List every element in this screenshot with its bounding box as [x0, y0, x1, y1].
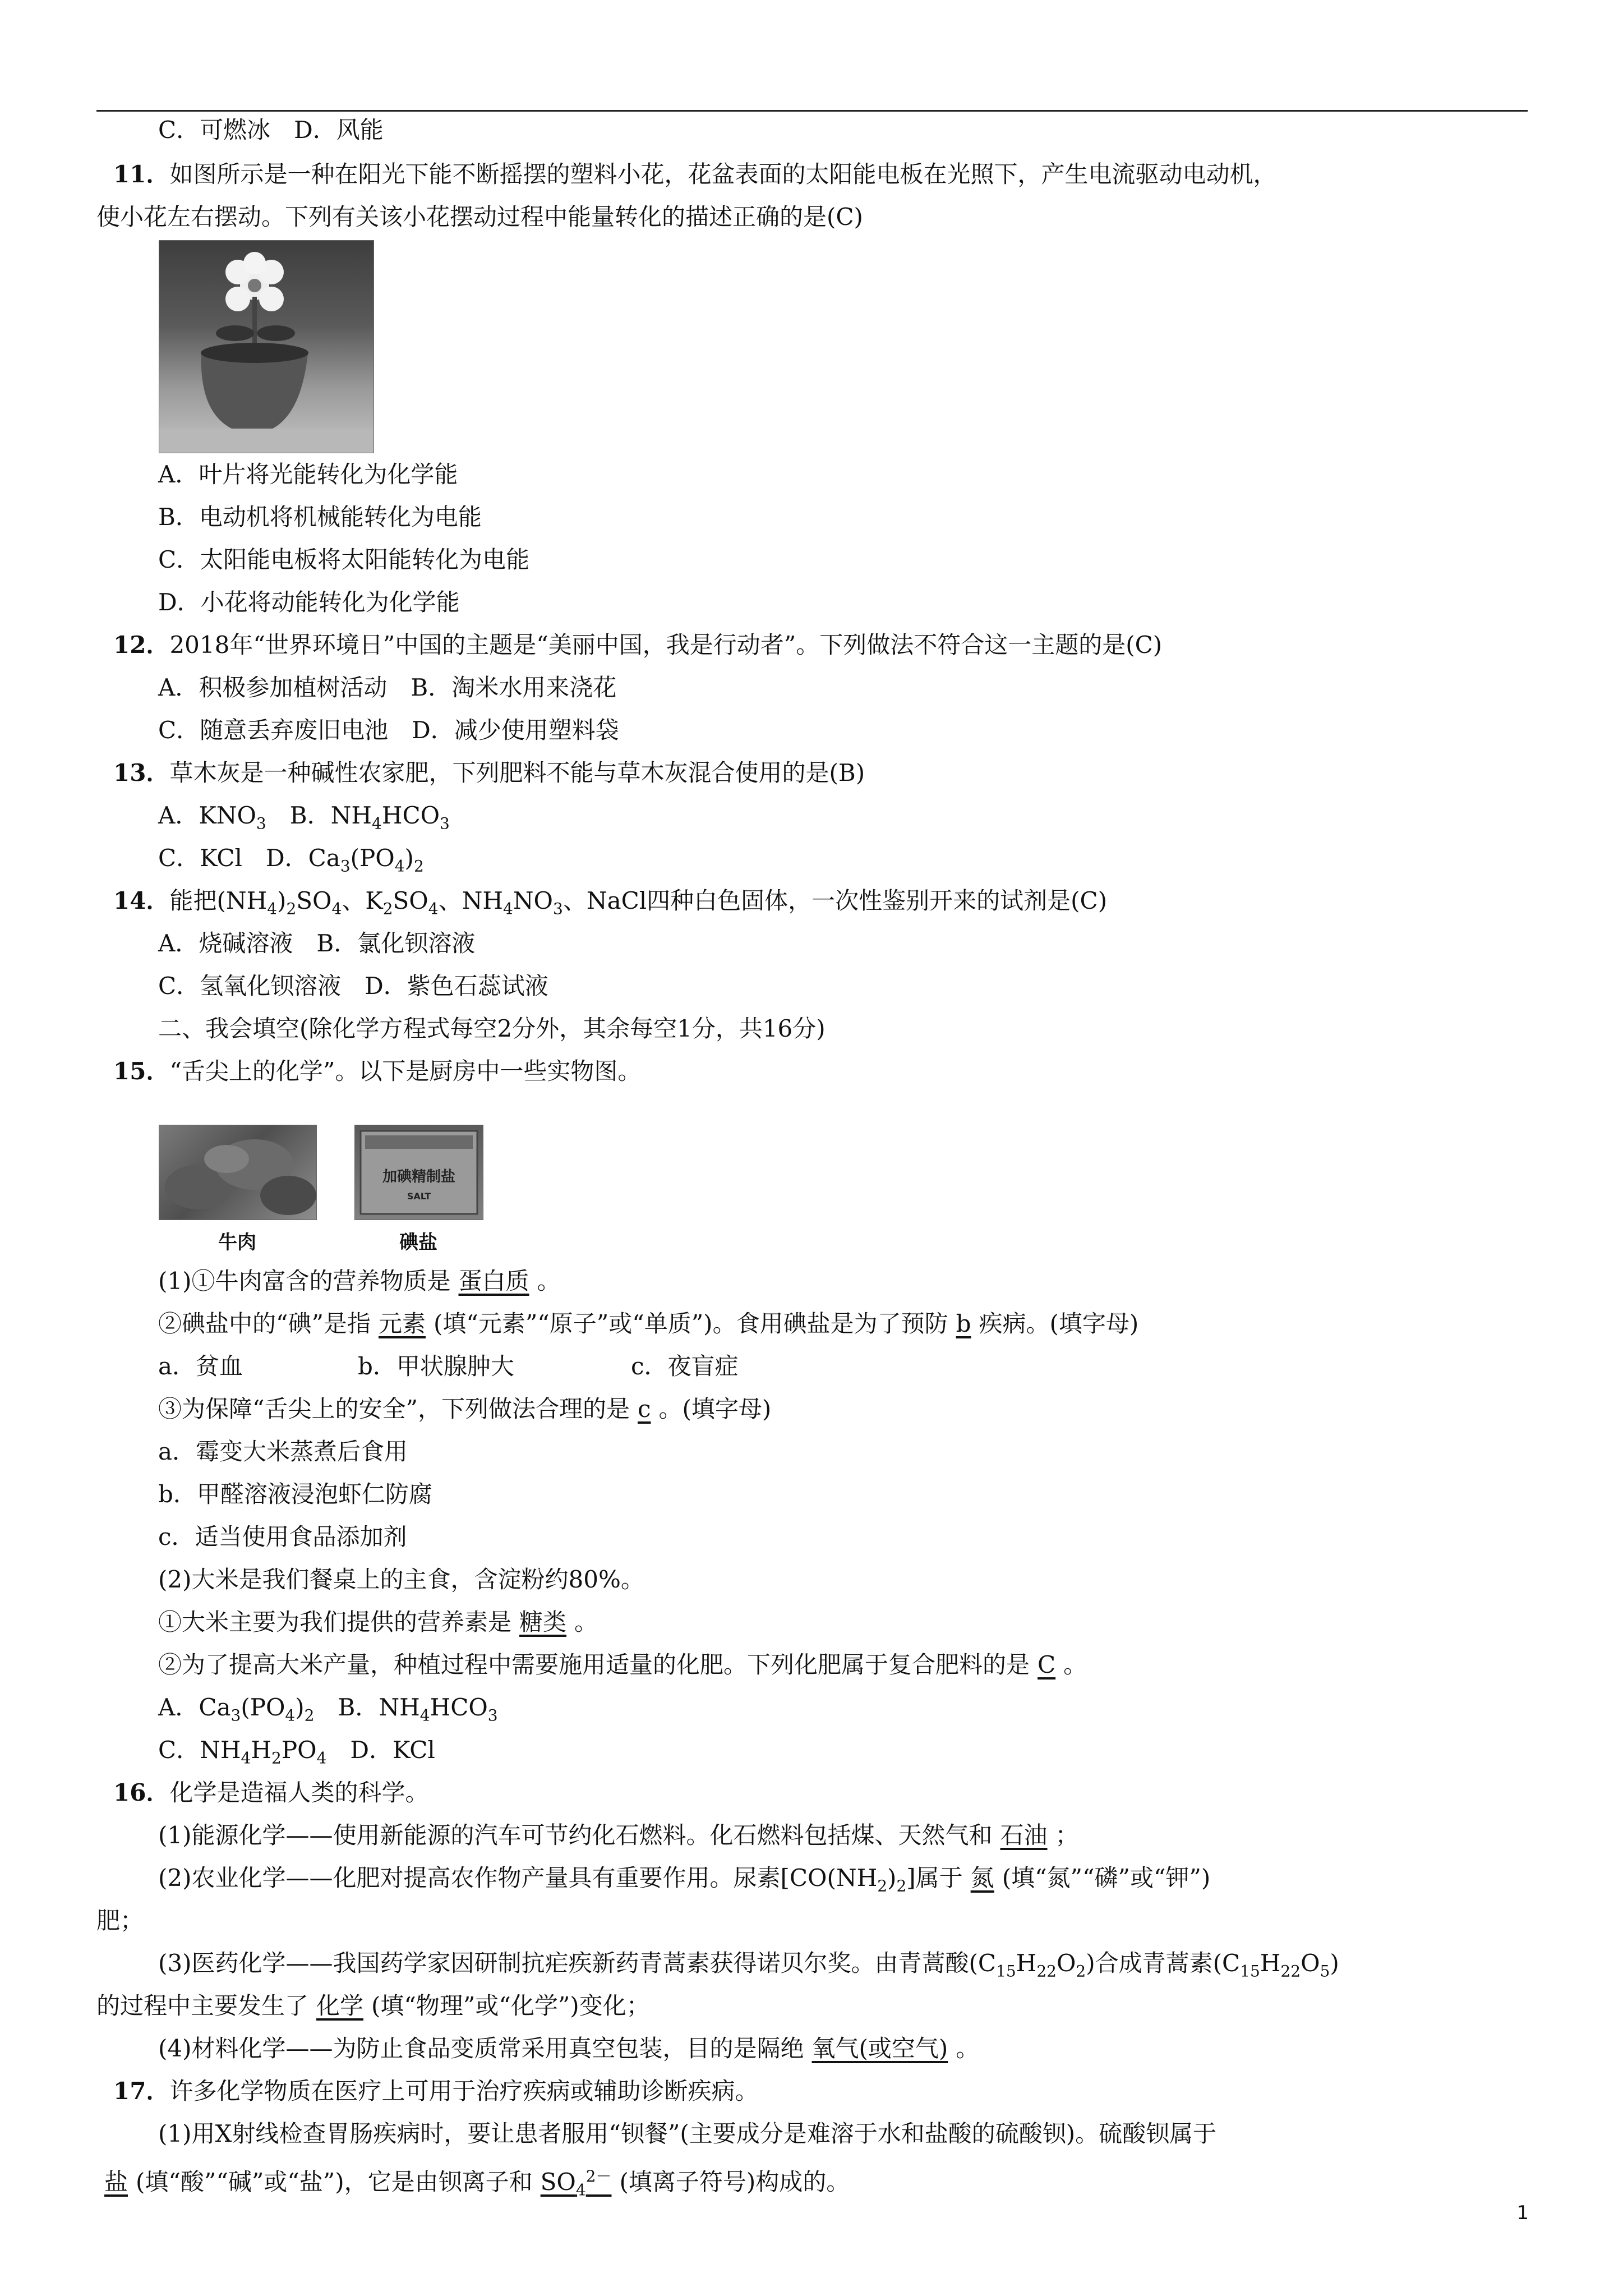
answer-nitrogen: 氮	[970, 1864, 994, 1892]
q16-3-text-4: (填“物理”或“化学”)变化；	[371, 1992, 650, 2019]
q16-1: (1)能源化学——使用新能源的汽车可节约化石燃料。化石燃料包括煤、天然气和 石油 ；	[158, 1820, 1594, 1851]
answer-C: C	[1038, 1651, 1056, 1678]
beef-photo	[159, 1125, 317, 1220]
q16-2-text-3: (填“氮”“磷”或“钾”)	[1002, 1864, 1211, 1892]
q15-option-b: B．NH	[338, 1694, 420, 1721]
q16-1-text: (1)能源化学——使用新能源的汽车可节约化石燃料。化石燃料包括煤、天然气和	[158, 1821, 993, 1849]
flower-pot-photo	[159, 240, 374, 453]
q16-2-text-2: 属于	[915, 1864, 963, 1892]
q15-2-2-text: ②为了提高大米产量，种植过程中需要施用适量的化肥。下列化肥属于复合肥料的是	[158, 1651, 1030, 1678]
q16-4-text: (4)材料化学——为防止食品变质常采用真空包装，目的是隔绝	[158, 2035, 804, 2062]
q13-option-cd-text: C．KCl D．Ca	[158, 844, 340, 872]
q15-2-2-options-cd: C．$NH_4H_2PO_4$ D．KCl	[158, 1736, 435, 1768]
q13-options-ab: A．$KNO_3$ B．$NH_4HCO_3$	[158, 802, 450, 833]
q14-text-1: 能把(NH	[169, 887, 268, 914]
q16-2-continued: 肥；	[96, 1907, 144, 1934]
q13-option-b: B．NH	[289, 802, 372, 829]
answer-petroleum: 石油	[1000, 1821, 1048, 1849]
q15-2: (2)大米是我们餐桌上的主食，含淀粉约80%。	[158, 1566, 644, 1593]
q15-1-2-text-2: (填“元素”“原子”或“单质”)。食用碘盐是为了预防	[433, 1310, 948, 1337]
q15-1-2-options	[158, 1351, 1594, 1382]
q14-options-ab: A．烧碱溶液 B．氯化钡溶液	[158, 930, 476, 957]
q15-2-2-options-ab: A．$Ca_3(PO_4)_2$ B．$NH_4HCO_3$	[158, 1694, 498, 1725]
salt-bag-label: 加碘精制盐	[382, 1168, 456, 1185]
q16-4: (4)材料化学——为防止食品变质常采用真空包装，目的是隔绝 氧气(或空气) 。	[158, 2033, 1594, 2064]
q15-2-2: ②为了提高大米产量，种植过程中需要施用适量的化肥。下列化肥属于复合肥料的是 C 。	[158, 1649, 1594, 1681]
header-rule	[96, 110, 1528, 112]
q17-1-continued	[96, 2161, 1532, 2206]
q16-3-text-3: 的过程中主要发生了	[96, 1992, 309, 2019]
q12-stem	[113, 629, 1549, 661]
page-number: 1	[1516, 2202, 1529, 2224]
q15-number: 15．	[113, 1057, 170, 1085]
q12-options-ab: A．积极参加植树活动 B．淘米水用来浇花	[158, 674, 617, 701]
q15-1-3-text: ③为保障“舌尖上的安全”，下列做法合理的是	[158, 1395, 630, 1423]
q11-text-2: 使小花左右摆动。下列有关该小花摆动过程中能量转化的描述正确的是(C)	[96, 203, 863, 231]
q17-text: 许多化学物质在医疗上可用于治疗疾病或辅助诊断疾病。	[169, 2077, 759, 2105]
q16-2: (2)农业化学——化肥对提高农作物产量具有重要作用。尿素$[CO(NH_2)_2]$属于 氮 (填“氮”“磷”或“钾”)	[158, 1862, 1594, 1902]
salt-bag-illustration	[355, 1125, 483, 1220]
q15-1-2	[158, 1308, 1594, 1340]
q15-1-3-option-b: b．甲醛溶液浸泡虾仁防腐	[158, 1480, 432, 1508]
q13-options-cd: C．KCl D．$Ca_3(PO_4)_2$	[158, 844, 424, 876]
q16-3-text-1: (3)医药化学——我国药学家因研制抗疟疾新药青蒿素获得诺贝尔奖。由青蒿酸(C	[158, 1949, 997, 1977]
answer-c: c	[637, 1395, 651, 1423]
beef-caption: 牛肉	[218, 1231, 256, 1254]
q15-1-1: (1)①牛肉富含的营养物质是 蛋白质 。	[158, 1266, 1594, 1297]
q17-stem	[113, 2076, 1549, 2107]
beef-illustration	[159, 1125, 316, 1220]
q11-option-c: C．太阳能电板将太阳能转化为电能	[158, 546, 530, 573]
q12-number: 12．	[113, 631, 170, 659]
option-a-anemia: a．贫血	[158, 1352, 243, 1380]
sulfate-symbol: SO	[540, 2168, 576, 2196]
answer-sugar: 糖类	[519, 1608, 567, 1636]
q17-1-text-2: (填“酸”“碱”或“盐”)，它是由钡离子和	[136, 2168, 533, 2196]
iodized-salt-photo	[354, 1125, 483, 1220]
section-2-heading: 二、我会填空(除化学方程式每空2分外，其余每空1分，共16分)	[158, 1015, 826, 1042]
answer-sulfate: $SO_4^{2-}$	[540, 2167, 612, 2200]
q13-option-a: A．KNO	[158, 802, 256, 829]
answer-oxygen: 氧气(或空气)	[811, 2035, 948, 2062]
q16-stem	[113, 1777, 1549, 1809]
q15-1-3	[158, 1393, 1594, 1425]
q15-option-c: C．NH	[158, 1736, 241, 1764]
q15-1-3-option-a: a．霉变大米蒸煮后食用	[158, 1438, 408, 1465]
q15-1-1-text: (1)①牛肉富含的营养物质是	[158, 1267, 451, 1295]
q11-option-d: D．小花将动能转化为化学能	[158, 588, 460, 616]
q14-options-cd: C．氢氧化钡溶液 D．紫色石蕊试液	[158, 972, 548, 1000]
answer-chemical: 化学	[316, 1992, 364, 2019]
q11-text-1: 如图所示是一种在阳光下能不断摇摆的塑料小花，花盆表面的太阳能电板在光照下，产生电流驱动电动机，	[169, 160, 1277, 188]
q16-3-text-2: )合成青蒿素(C	[1086, 1949, 1241, 1977]
q14-text-4: 、NaCl	[562, 887, 647, 914]
q11-option-b: B．电动机将机械能转化为电能	[158, 503, 482, 531]
q12-options-cd: C．随意丢弃废旧电池 D．减少使用塑料袋	[158, 716, 619, 744]
q15-1-3-suffix: 。(填字母)	[658, 1395, 772, 1423]
q15-option-d: D．KCl	[350, 1736, 435, 1764]
q16-2-text-1: (2)农业化学——化肥对提高农作物产量具有重要作用。尿素[CO(NH	[158, 1864, 878, 1892]
answer-element: 元素	[378, 1310, 426, 1337]
option-b-goiter: b．甲状腺肿大	[358, 1352, 514, 1380]
q15-text: “舌尖上的化学”。以下是厨房中一些实物图。	[169, 1057, 642, 1085]
q15-stem	[113, 1056, 1549, 1087]
answer-protein: 蛋白质	[458, 1267, 529, 1295]
q14-text-2: 、K	[342, 887, 383, 914]
q12-text: 2018年“世界环境日”中国的主题是“美丽中国，我是行动者”。下列做法不符合这一主题的是(C)	[169, 631, 1163, 659]
q11-option-a: A．叶片将光能转化为化学能	[158, 461, 458, 488]
salt-caption: 碘盐	[399, 1231, 437, 1254]
q11-stem	[113, 159, 1549, 190]
q17-number: 17．	[113, 2077, 170, 2105]
q13-text: 草木灰是一种碱性农家肥，下列肥料不能与草木灰混合使用的是(B)	[169, 759, 865, 786]
q16-3: (3)医药化学——我国药学家因研制抗疟疾新药青蒿素获得诺贝尔奖。由青蒿酸$(C_{15}H_{22}O_2)$合成青蒿素$(C_{15}H_{22}O_5)$	[158, 1949, 1339, 1981]
q13-number: 13．	[113, 759, 170, 786]
flower-pot-illustration	[159, 241, 374, 453]
q16-number: 16．	[113, 1779, 170, 1806]
q15-option-a: A．Ca	[158, 1694, 231, 1721]
svg-text:SALT: SALT	[407, 1191, 431, 1202]
answer-b: b	[956, 1310, 971, 1337]
q15-1-2-text-3: 疾病。(填字母)	[979, 1310, 1139, 1337]
answer-salt: 盐	[104, 2168, 128, 2196]
q16-text: 化学是造福人类的科学。	[169, 1779, 429, 1806]
q14-text-3: 、NH	[438, 887, 503, 914]
option-c-night-blindness: c．夜盲症	[630, 1352, 739, 1380]
q15-2-1-text: ①大米主要为我们提供的营养素是	[158, 1608, 512, 1636]
q14-number: 14．	[113, 887, 170, 914]
q14-text-5: 四种白色固体，一次性鉴别开来的试剂是(C)	[647, 887, 1108, 914]
q15-1-2-text-1: ②碘盐中的“碘”是指	[158, 1310, 371, 1337]
q17-1: (1)用X射线检查胃肠疾病时，要让患者服用“钡餐”(主要成分是难溶于水和盐酸的硫酸钡)。硫酸钡属于	[158, 2120, 1217, 2147]
q13-stem	[113, 757, 1549, 789]
q14-stem: 14．能把$(NH_4)_2SO_4$、$K_2SO_4$、$NH_4NO_3$、NaCl四种白色固体，一次性鉴别开来的试剂是(C)	[113, 887, 1108, 918]
q17-1-text-3: (填离子符号)构成的。	[619, 2168, 850, 2196]
q10-options-cd: C．可燃冰 D．风能	[158, 116, 384, 144]
q16-3-continued	[96, 1990, 1532, 2022]
q11-number: 11．	[113, 160, 170, 188]
q15-2-1: ①大米主要为我们提供的营养素是 糖类 。	[158, 1607, 1594, 1638]
q15-1-3-option-c: c．适当使用食品添加剂	[158, 1523, 407, 1550]
